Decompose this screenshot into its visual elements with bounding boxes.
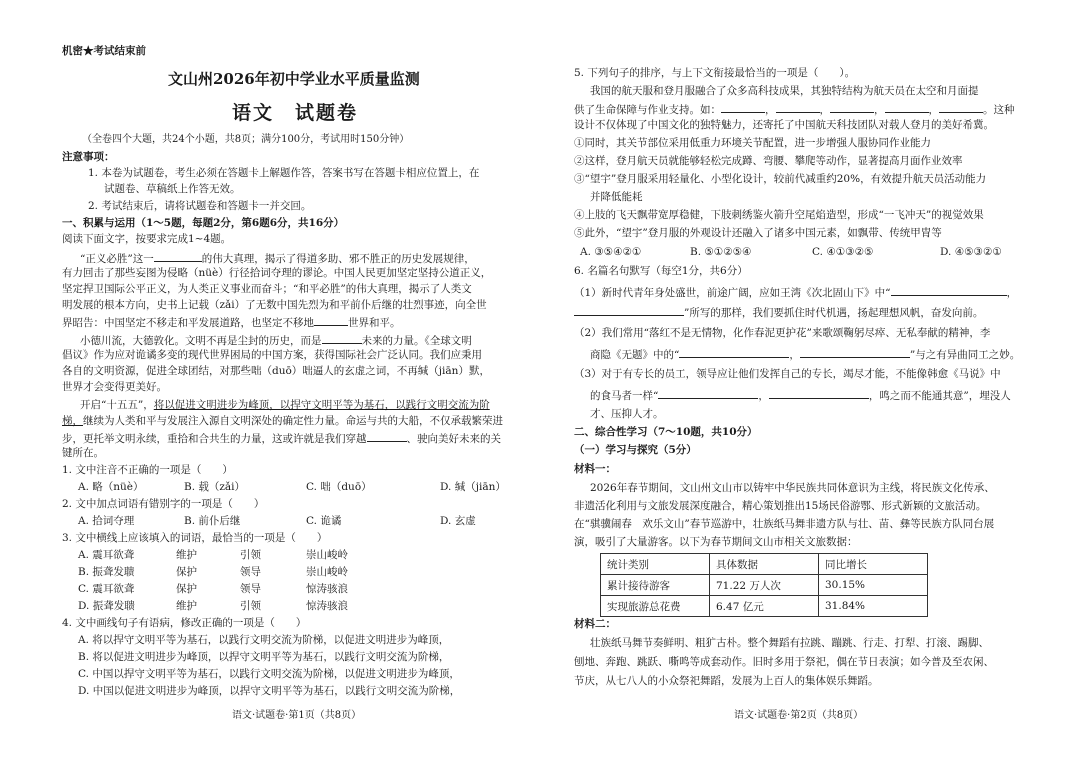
- q5-option-b[interactable]: B. ⑤①②⑤④: [690, 246, 752, 258]
- table-header-cell: 同比增长: [819, 554, 928, 575]
- exam-title: 文山州2026年初中学业水平质量监测: [168, 70, 420, 88]
- q6-item-3-cont: 的食马者一样“ ， ，鸣之而不能通其意”，埋没人: [590, 387, 1011, 404]
- q4-option-c[interactable]: C. 中国以捍守文明平等为基石，以践行文明交流为阶梯，以促进文明进步为峰顶，: [78, 668, 460, 680]
- notice-1-cont: 试题卷、草稿纸上作答无效。: [104, 183, 241, 195]
- exam-subtitle: 语文 试题卷: [232, 102, 359, 124]
- q3-cell: 领导: [240, 583, 261, 595]
- material-1-line: 在“骐骥闹春 欢乐文山”春节巡游中，壮族纸马舞非遗方队与壮、苗、彝等民族方队同台展: [574, 518, 995, 530]
- q5-option-d[interactable]: D. ④⑤③②①: [940, 246, 1002, 258]
- table-row: [601, 596, 928, 617]
- question-3: 3. 文中横线上应该填入的词语，最恰当的一项是（ ）: [62, 532, 328, 544]
- q3-option-d[interactable]: D. 振聋发聩: [78, 600, 135, 612]
- q4-option-a[interactable]: A. 将以捍守文明平等为基石，以践行文明交流为阶梯，以促进文明进步为峰顶，: [78, 634, 450, 646]
- q2-option-b[interactable]: B. 前仆后继: [184, 515, 241, 527]
- passage-line: 有力回击了那些妄图为侵略（nüè）行径拾词夺理的谬论。中国人民更加坚定坚持公道正义，: [62, 267, 492, 279]
- fill-blank[interactable]: [721, 101, 765, 113]
- q3-cell: 领导: [240, 566, 261, 578]
- fill-blank[interactable]: [800, 346, 910, 358]
- q6-item-1-cont: ”所写的那样，我们要抓住时代机遇，扬起理想风帆，奋发向前。: [574, 304, 983, 321]
- q5-passage-line: 设计不仅体现了中国文化的独特魅力，还寄托了中国航天科技团队对载人登月的美好希冀。: [574, 119, 994, 131]
- question-6: 6. 名篇名句默写（每空1分，共6分）: [574, 265, 748, 277]
- question-5: 5. 下列句子的排序，与上下文衔接最恰当的一项是（ ）。: [574, 67, 856, 79]
- page-footer: 语文·试题卷·第2页（共8页）: [734, 710, 864, 721]
- q3-cell: 维护: [176, 549, 197, 561]
- fill-blank[interactable]: [769, 387, 869, 399]
- material-1-line: 2026年春节期间，文山州文山市以铸牢中华民族共同体意识为主线，将民族文化传承、: [590, 482, 995, 494]
- table-header-row: [601, 554, 928, 575]
- material-2-label: 材料二：: [574, 618, 616, 630]
- q1-option-c[interactable]: C. 咄（duō）: [306, 481, 372, 493]
- passage-line: “正义必胜”这一 的伟大真理，揭示了得道多助、邪不胜正的历史发展规律，: [80, 250, 475, 267]
- q3-cell: 崇山峻岭: [306, 566, 348, 578]
- question-1: 1. 文中注音不正确的一项是（ ）: [62, 464, 233, 476]
- q5-option-c[interactable]: C. ④①③②⑤: [812, 246, 874, 258]
- q5-option-a[interactable]: A. ③⑤④②①: [580, 246, 642, 258]
- reading-prompt: 阅读下面文字，按要求完成1~4题。: [62, 233, 232, 245]
- q5-sentence-4: ④上肢的飞天飘带宽厚稳健，下肢刺绣鉴火箭升空尾焰造型，形成“一飞冲天”的视觉效果: [574, 209, 984, 221]
- fill-blank[interactable]: [154, 250, 202, 262]
- q3-cell: 引领: [240, 549, 261, 561]
- section-2-heading: 二、综合性学习（7～10题，共10分）: [574, 426, 758, 438]
- q3-cell: 维护: [176, 600, 197, 612]
- q4-option-b[interactable]: B. 将以促进文明进步为峰顶，以捍守文明平等为基石，以践行文明交流为阶梯，: [78, 651, 450, 663]
- passage-line: 步，更托举文明永续，重拾和合共生的力量，这或许就是我们穿越 、驶向美好未来的关: [62, 430, 501, 447]
- material-2-line: 节庆，从七八人的小众祭祀舞蹈，发展为上百人的集体娱乐舞蹈。: [574, 675, 879, 687]
- q3-option-b[interactable]: B. 振聋发聩: [78, 566, 135, 578]
- passage-line: 各自的文明资源，促进全球团结，对那些咄（duō）咄逼人的玄虚之词，不再缄（jiān）默，: [62, 365, 490, 377]
- passage-line: 小德川流，大德敦化。文明不再是尘封的历史，而是 未来的力量。《全球文明: [80, 332, 472, 349]
- passage-line: 键所在。: [62, 447, 104, 459]
- exam-page-2: [540, 0, 1080, 762]
- q4-option-d[interactable]: D. 中国以促进文明进步为峰顶，以捍守文明平等为基石，以践行文明交流为阶梯，: [78, 685, 461, 697]
- table-cell: 累计接待游客: [601, 575, 710, 596]
- q3-option-c[interactable]: C. 震耳欲聋: [78, 583, 135, 595]
- subsection-heading: （一）学习与探究（5分）: [574, 444, 697, 456]
- q3-cell: 惊涛骇浪: [306, 600, 348, 612]
- q5-sentence-3-cont: 并降低能耗: [590, 191, 643, 203]
- passage-line: 开启“十五五”，将以促进文明进步为峰顶，以捍守文明平等为基石，以践行文明交流为阶: [80, 399, 490, 411]
- fill-blank[interactable]: [574, 304, 684, 316]
- q2-option-d[interactable]: D. 玄虚: [440, 515, 476, 527]
- material-2-line: 刨地、奔跑、跳跃、嘶鸣等成套动作。旧时多用于祭祀，偶在节日表演；如今普及至农闲、: [574, 656, 994, 668]
- underlined-sentence-end: 梯，: [62, 415, 83, 427]
- passage-line: 倡议》作为应对诡谲多变的现代世界困局的中国方案，获得国际社会广泛认同。我们应秉用: [62, 349, 482, 361]
- notice-2: 2. 考试结束后，请将试题卷和答题卡一并交回。: [88, 200, 312, 212]
- fill-blank[interactable]: [679, 346, 789, 358]
- q6-item-3: （3）对于有专长的员工，领导应让他们发挥自己的专长，竭尽才能，不能像韩愈《马说》中: [574, 368, 1001, 380]
- question-2: 2. 文中加点词语有错别字的一项是（ ）: [62, 498, 265, 510]
- q5-sentence-3: ③“望宇”登月服采用轻量化、小型化设计，较前代减重约20%，有效提升航天员活动能力: [574, 173, 987, 185]
- passage-line: 世界才会变得更美好。: [62, 381, 167, 393]
- page-footer: 语文·试题卷·第1页（共8页）: [232, 710, 362, 721]
- confidential-mark: 机密★考试结束前: [62, 45, 146, 57]
- q3-cell: 引领: [240, 600, 261, 612]
- q5-sentence-1: ①同时，其关节部位采用低重力环境关节配置，进一步增强人服协同作业能力: [574, 137, 931, 149]
- table-cell: 31.84%: [819, 596, 928, 617]
- q3-cell: 保护: [176, 583, 197, 595]
- passage-line: 坚定捍卫国际公平正义，为人类正义事业而奋斗；“和平必胜”的伟大真理，揭示了人类文: [62, 283, 472, 295]
- table-header-cell: 具体数据: [710, 554, 819, 575]
- q1-option-d[interactable]: D. 缄（jiān）: [440, 481, 506, 493]
- underlined-sentence: 将以促进文明进步为峰顶，以捍守文明平等为基石，以践行文明交流为阶: [153, 399, 490, 411]
- table-row: [601, 575, 928, 596]
- fill-blank[interactable]: [939, 101, 983, 113]
- fill-blank[interactable]: [830, 101, 874, 113]
- fill-blank[interactable]: [776, 101, 820, 113]
- table-cell: 30.15%: [819, 575, 928, 596]
- q5-sentence-2: ②这样，登月航天员就能够轻松完成蹲、弯腰、攀爬等动作，显著提高月面作业效率: [574, 155, 963, 167]
- q2-option-c[interactable]: C. 诡谲: [306, 515, 342, 527]
- table-cell: 71.22 万人次: [710, 575, 819, 596]
- q3-option-a[interactable]: A. 震耳欲聋: [78, 549, 135, 561]
- fill-blank[interactable]: [885, 101, 929, 113]
- question-4: 4. 文中画线句子有语病，修改正确的一项是（ ）: [62, 617, 307, 629]
- material-1-line: 非遗活化利用与文旅发展深度融合，精心策划推出15场民俗游鄂、形式新颖的文旅活动。: [574, 500, 987, 512]
- passage-line: 界昭告：中国坚定不移走和平发展道路，也坚定不移地 世界和平。: [62, 314, 401, 331]
- q1-option-a[interactable]: A. 略（nüè）: [78, 481, 144, 493]
- fill-blank[interactable]: [658, 387, 758, 399]
- table-cell: 实现旅游总花费: [601, 596, 710, 617]
- notice-heading: 注意事项：: [62, 151, 115, 163]
- fill-blank[interactable]: [322, 332, 362, 344]
- notice-1: 1. 本卷为试题卷，考生必须在答题卡上解题作答，答案书写在答题卡相应位置上，在: [88, 167, 480, 179]
- q2-option-a[interactable]: A. 拾词夺理: [78, 515, 135, 527]
- material-2-line: 壮族纸马舞节奏鲜明、粗犷古朴。整个舞蹈有拉跳、蹦跳、行走、打犁、打滚、踢脚、: [590, 637, 989, 649]
- q3-cell: 保护: [176, 566, 197, 578]
- material-1-line: 演，吸引了大量游客。以下为春节期间文山市相关文旅数据：: [574, 536, 858, 548]
- q1-option-b[interactable]: B. 载（zǎi）: [184, 481, 246, 493]
- table-cell: 6.47 亿元: [710, 596, 819, 617]
- q6-item-3-end: 才、压抑人才。: [590, 408, 664, 420]
- q5-sentence-5: ⑤此外，“望宇”登月服的外观设计还融入了诸多中国元素，如飘带、传统甲胄等: [574, 227, 942, 239]
- q3-cell: 崇山峻岭: [306, 549, 348, 561]
- passage-line: 梯，继续为人类和平与发展注入源自文明深处的确定性力量。命运与共的大船，不仅承载繁荣进: [62, 415, 503, 427]
- fill-blank[interactable]: [367, 430, 407, 442]
- material-1-label: 材料一：: [574, 463, 616, 475]
- q5-passage-line: 供了生命保障与作业支持。如： ， ， ， ， 。这种: [574, 101, 1015, 118]
- passage-line: 明发展的根本方向，史书上记载（zǎi）了无数中国先烈为和平前仆后继的壮烈事迹，向全世: [62, 299, 487, 311]
- tourism-data-table: [600, 553, 928, 617]
- section-1-heading: 一、积累与运用（1～5题，每题2分，第6题6分，共16分）: [62, 217, 345, 229]
- q6-item-2: （2）我们常用“落红不是无情物，化作春泥更护花”来歌颂鞠躬尽瘁、无私奉献的精神，李: [574, 327, 991, 339]
- q6-item-2-cont: 商隐《无题》中的“ ， ”与之有异曲同工之妙。: [590, 346, 1020, 363]
- q6-item-1: （1）新时代青年身处盛世，前途广阔，应如王湾《次北固山下》中“ ，: [574, 284, 1017, 301]
- exam-info: （全卷四个大题，共24个小题，共8页；满分100分，考试用时150分钟）: [82, 134, 410, 145]
- fill-blank[interactable]: [891, 284, 1007, 296]
- q3-cell: 惊涛骇浪: [306, 583, 348, 595]
- fill-blank[interactable]: [314, 314, 348, 326]
- q5-passage-line: 我国的航天服和登月服融合了众多高科技成果，其独特结构为航天员在太空和月面提: [590, 85, 979, 97]
- table-header-cell: 统计类别: [601, 554, 710, 575]
